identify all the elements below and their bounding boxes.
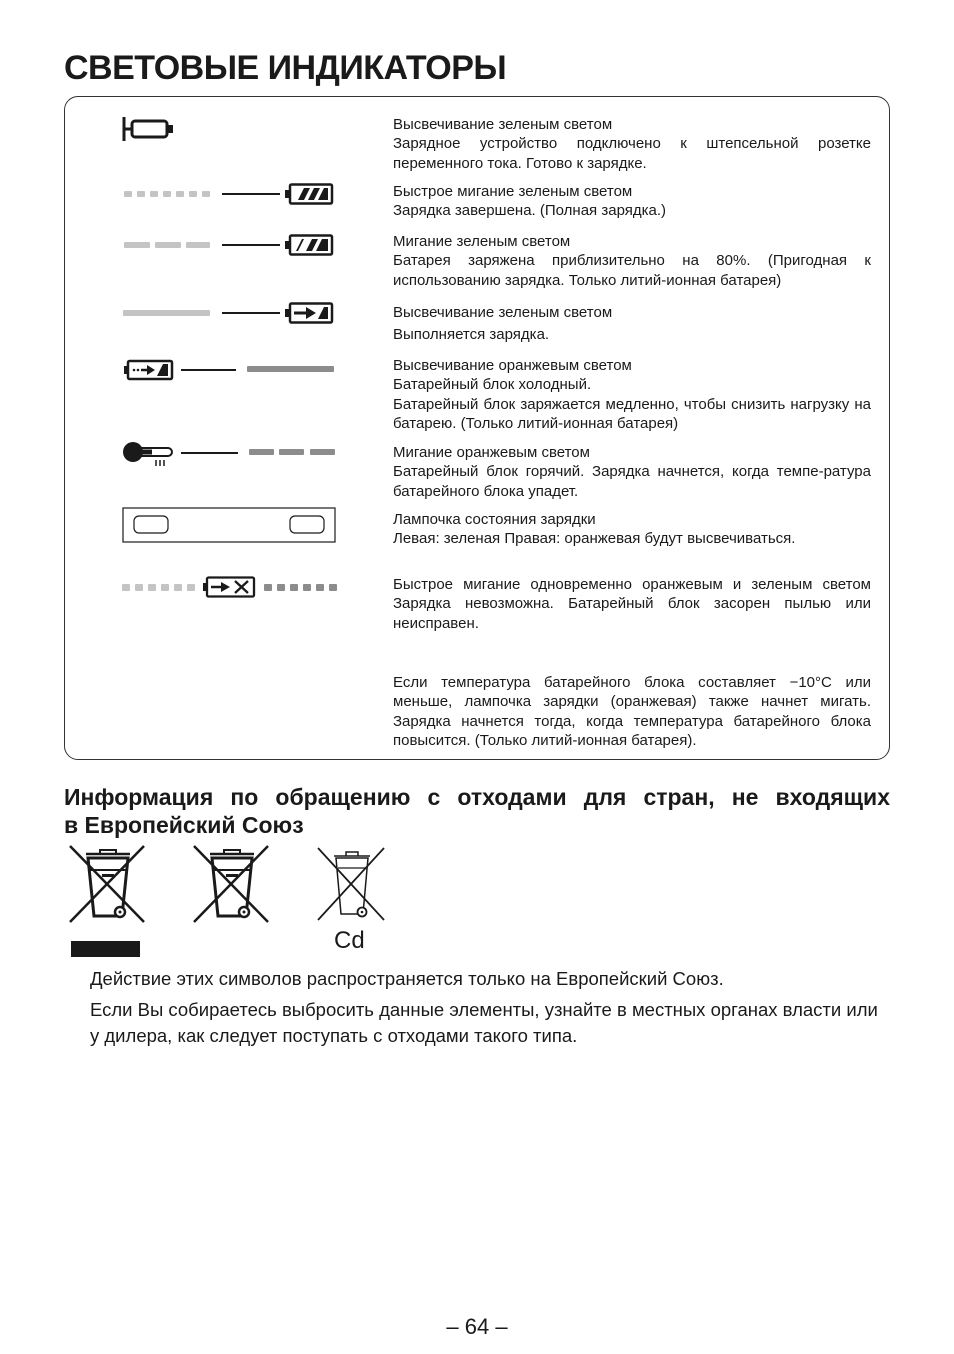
indicator-desc-3: [393, 302, 871, 346]
indicator-desc-6-title: Лампочка состояния зарядки: [393, 511, 596, 528]
connector-line: [222, 244, 280, 246]
charge-error-icon: [202, 576, 256, 598]
indicator-desc-1-text: Зарядка завершена. (Полная зарядка.): [393, 202, 667, 220]
connector-line: [181, 369, 236, 371]
indicator-desc-2: [393, 232, 871, 290]
disposal-paragraph-2: Если Вы собираетесь выбросить данные элементы, узнайте в местных органах власти или у дилера, как следует поступать с отходами такого типа.: [90, 999, 878, 1046]
led-dot: [316, 584, 324, 591]
led-dot: [122, 584, 130, 591]
indicator-desc-5-title: Мигание оранжевым светом: [393, 444, 590, 461]
led-dot: [187, 584, 195, 591]
battery-full-icon: [284, 234, 334, 256]
thermometer-icon: [122, 440, 176, 468]
led-dot: [161, 584, 169, 591]
indicator-desc-3-text: Выполняется зарядка.: [393, 326, 550, 343]
indicator-desc-1-title: Быстрое мигание зеленым светом: [393, 183, 633, 200]
led-dash: [155, 242, 181, 248]
indicator-desc-6-text: Левая: зеленая Правая: оранжевая будут высвечиваться.: [393, 530, 796, 548]
low-temp-note-text: Если температура батарейного блока составляет −10°C или меньше, лампочка зарядки (оранжевая) также начнет мигать. Зарядка начнется тогда, когда температура батарейного блока повысится. (Только литий-ионная батарея).: [393, 674, 871, 750]
indicator-desc-0: [393, 115, 871, 173]
disposal-heading-line1: Информация по обращению с отходами для стран, не входящих: [64, 784, 890, 810]
page-number: – 64 –: [446, 1314, 508, 1339]
led-steady-bar: [123, 310, 210, 316]
crossed-bin-icon: [66, 842, 150, 926]
indicator-desc-4: [393, 356, 871, 434]
led-dash: [279, 449, 304, 455]
led-steady-bar: [247, 366, 334, 372]
charge-lamps-icon: [122, 507, 336, 543]
indicator-desc-5-text: Батарейный блок горячий. Зарядка начнется, когда темпе-ратура батарейного блока упадет.: [393, 463, 871, 500]
led-dot: [163, 191, 171, 197]
connector-line: [181, 452, 238, 454]
indicator-desc-0-text: Зарядное устройство подключено к штепсельной розетке переменного тока. Готово к зарядке.: [393, 135, 871, 172]
led-dot: [150, 191, 158, 197]
led-dot: [124, 191, 132, 197]
connector-line: [222, 312, 280, 314]
led-dash: [310, 449, 335, 455]
indicator-desc-7-text: Зарядка невозможна. Батарейный блок засорен пылью или неисправен.: [393, 595, 871, 632]
cd-label: Cd: [334, 927, 365, 954]
led-dot: [135, 584, 143, 591]
indicator-desc-1: [393, 182, 871, 221]
led-dot: [277, 584, 285, 591]
indicator-desc-3-title: Высвечивание зеленым светом: [393, 304, 613, 321]
indicator-desc-0-title: Высвечивание зеленым светом: [393, 116, 613, 133]
led-dot: [303, 584, 311, 591]
battery-charging-icon: [123, 359, 175, 381]
led-dash: [249, 449, 274, 455]
indicator-desc-7: [393, 575, 871, 633]
indicator-desc-2-title: Мигание зеленым светом: [393, 233, 571, 250]
indicator-desc-5: [393, 443, 871, 501]
led-dot: [174, 584, 182, 591]
led-dot: [329, 584, 337, 591]
crossed-bin-icon: [190, 842, 274, 926]
black-bar-marker: [71, 941, 140, 957]
led-dot: [137, 191, 145, 197]
disposal-paragraph-1: Действие этих символов распространяется только на Европейский Союз.: [90, 968, 724, 989]
indicator-desc-4-text2: Батарейный блок заряжается медленно, чтобы снизить нагрузку на батарею. (Только литий-ионная батарея): [393, 395, 871, 433]
led-dot: [202, 191, 210, 197]
indicator-desc-6: [393, 510, 871, 549]
led-dot: [290, 584, 298, 591]
crossed-bin-icon: [316, 844, 388, 924]
connector-line: [222, 193, 280, 195]
led-dash: [186, 242, 210, 248]
page-title: СВЕТОВЫЕ ИНДИКАТОРЫ: [64, 49, 507, 87]
low-temp-note: [393, 673, 871, 751]
indicator-desc-4-title: Высвечивание оранжевым светом: [393, 357, 632, 374]
battery-full-icon: [284, 183, 334, 205]
disposal-heading: [64, 783, 890, 839]
indicator-desc-4-text1: Батарейный блок холодный.: [393, 376, 592, 394]
plug-icon: [121, 115, 175, 143]
indicator-desc-7-title: Быстрое мигание одновременно оранжевым и зеленым светом: [393, 576, 871, 593]
led-dot: [189, 191, 197, 197]
led-dot: [264, 584, 272, 591]
led-dot: [176, 191, 184, 197]
led-dash: [124, 242, 150, 248]
charging-arrow-icon: [284, 302, 334, 324]
indicator-desc-2-text: Батарея заряжена приблизительно на 80%. (Пригодная к использованию зарядка. Только литий-ионная батарея): [393, 252, 871, 289]
disposal-heading-line2: в Европейский Союз: [64, 812, 304, 838]
led-dot: [148, 584, 156, 591]
